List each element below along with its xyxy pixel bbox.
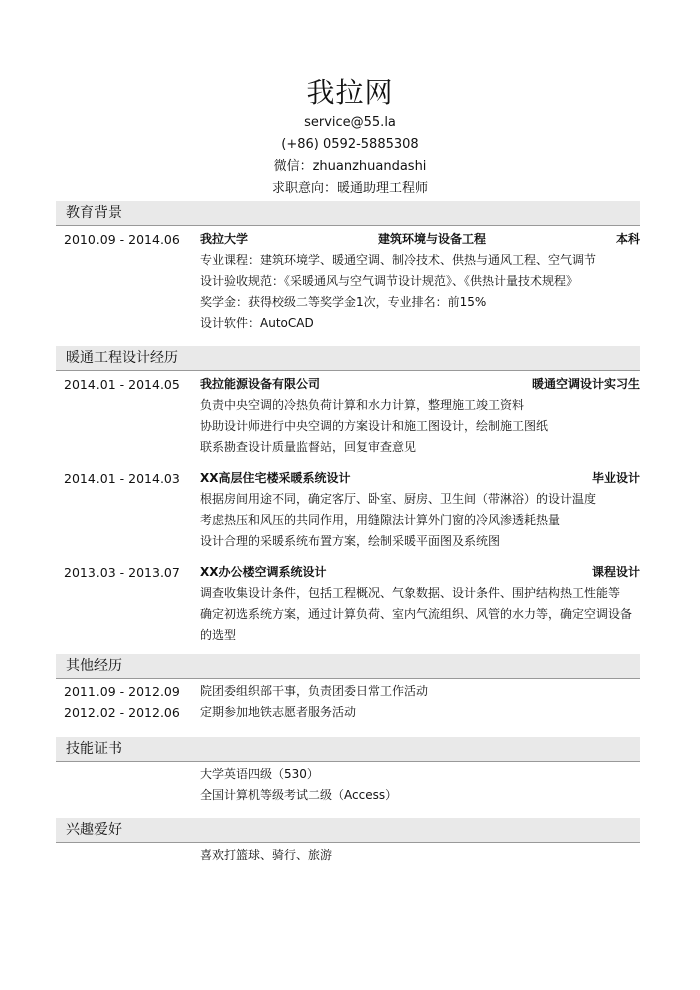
experience-date: 2013.03 - 2013.07 [64, 565, 180, 580]
phone-text: (+86) 0592-5885308 [281, 137, 419, 152]
experience-role: 毕业设计 [591, 471, 640, 485]
other-entry [64, 681, 640, 702]
education-section [56, 201, 640, 334]
skills-section [56, 737, 640, 806]
experience-line: 设计合理的采暖系统布置方案，绘制采暖平面图及系统图 [200, 534, 501, 548]
hobby-line: 喜欢打篮球、骑行、旅游 [200, 848, 333, 862]
school-name: 我拉大学 [200, 232, 249, 246]
experience-line: 负责中央空调的冷热负荷计算和水力计算，整理施工竣工资料 [200, 398, 525, 412]
experience-title: 暖通工程设计经历 [56, 346, 640, 371]
education-date: 2010.09 - 2014.06 [64, 232, 180, 247]
experience-role: 暖通空调设计实习生 [531, 377, 640, 391]
resume-header [0, 74, 700, 200]
experience-org: XX办公楼空调系统设计 [200, 565, 327, 579]
degree-text: 本科 [615, 232, 640, 246]
email-text: service@55.la [304, 115, 396, 130]
other-text: 院团委组织部干事，负责团委日常工作活动 [200, 684, 429, 698]
experience-date: 2014.01 - 2014.03 [64, 471, 180, 486]
experience-entry [64, 374, 640, 458]
software-line: 设计软件：AutoCAD [200, 316, 314, 330]
experience-org: XX高层住宅楼采暖系统设计 [200, 471, 351, 485]
experience-role: 课程设计 [591, 565, 640, 579]
education-entry [64, 229, 640, 334]
scholarship-line: 奖学金：获得校级二等奖学金1次，专业排名：前15% [200, 295, 487, 309]
course-line: 专业课程：建筑环境学、暖通空调、制冷技术、供热与通风工程、空气调节 [200, 253, 597, 267]
experience-entry [64, 562, 640, 646]
experience-line: 考虑热压和风压的共同作用，用缝隙法计算外门窗的冷风渗透耗热量 [200, 513, 561, 527]
hobbies-section [56, 818, 640, 866]
other-date: 2011.09 - 2012.09 [64, 684, 180, 699]
experience-entry [64, 468, 640, 552]
major-name: 建筑环境与设备工程 [377, 232, 486, 246]
experience-line: 调查收集设计条件，包括工程概况、气象数据、设计条件、围护结构热工性能等 [200, 586, 621, 600]
skill-line: 全国计算机等级考试二级（Access） [200, 788, 398, 802]
experience-org: 我拉能源设备有限公司 [200, 377, 321, 391]
hobbies-title: 兴趣爱好 [56, 818, 640, 843]
other-title: 其他经历 [56, 654, 640, 679]
other-date: 2012.02 - 2012.06 [64, 705, 180, 720]
education-title: 教育背景 [56, 201, 640, 226]
experience-line: 确定初选系统方案，通过计算负荷、室内气流组织、风管的水力等，确定空调设备的选型 [200, 607, 633, 642]
experience-line: 协助设计师进行中央空调的方案设计和施工图设计，绘制施工图纸 [200, 419, 549, 433]
skill-line: 大学英语四级（530） [200, 767, 319, 781]
other-text: 定期参加地铁志愿者服务活动 [200, 705, 357, 719]
hobbies-entry [64, 845, 640, 866]
skills-title: 技能证书 [56, 737, 640, 762]
experience-line: 根据房间用途不同，确定客厅、卧室、厨房、卫生间（带淋浴）的设计温度 [200, 492, 597, 506]
skills-entry [64, 764, 640, 806]
resume-name: 我拉网 [306, 76, 394, 109]
other-section [56, 654, 640, 723]
other-entry [64, 702, 640, 723]
experience-section [56, 346, 640, 646]
experience-date: 2014.01 - 2014.05 [64, 377, 180, 392]
objective-text: 求职意向：暖通助理工程师 [271, 181, 428, 196]
experience-line: 联系勘查设计质量监督站，回复审查意见 [200, 440, 417, 454]
standards-line: 设计验收规范：《采暖通风与空气调节设计规范》、《供热计量技术规程》 [200, 274, 579, 288]
wechat-text: 微信：zhuanzhuandashi [273, 159, 427, 174]
